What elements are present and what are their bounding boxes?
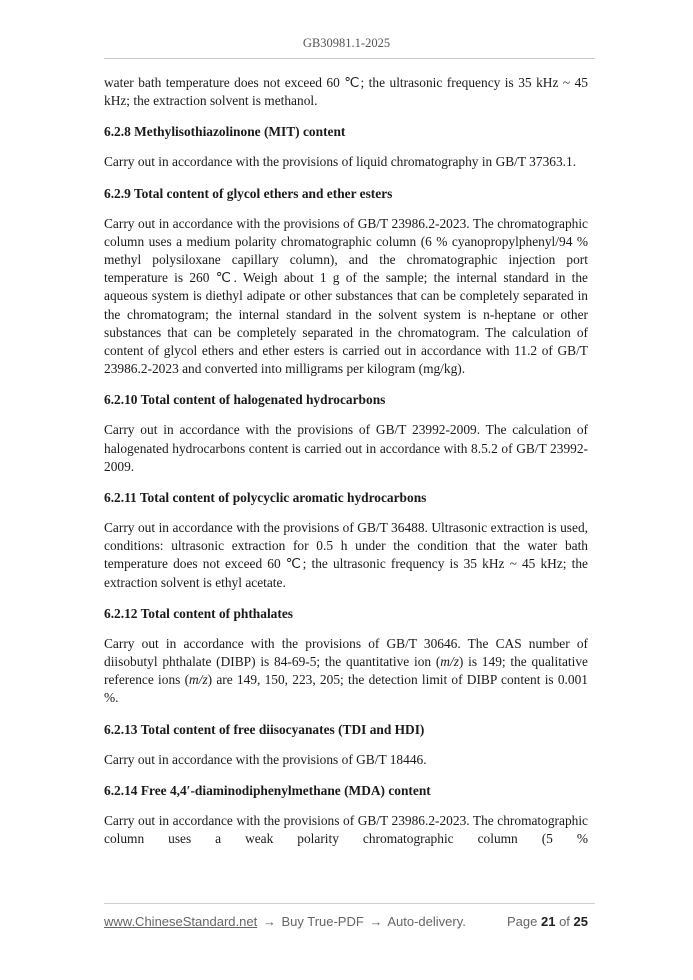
header-divider — [104, 58, 595, 59]
section-heading-6-2-8: 6.2.8 Methylisothiazolinone (MIT) content — [104, 124, 346, 140]
intro-paragraph: water bath temperature does not exceed 60 ℃; the ultrasonic frequency is 35 kHz ~ 45 kHz; the extraction solvent is methanol. — [104, 75, 588, 109]
page-total: 25 — [573, 914, 588, 929]
section-heading-6-2-11: 6.2.11 Total content of polycyclic aromatic hydrocarbons — [104, 490, 427, 506]
delivery-text: Auto-delivery. — [387, 914, 466, 929]
footer-promo — [104, 914, 466, 929]
page-label: Page — [506, 914, 538, 929]
page-number: 21 — [540, 914, 556, 929]
buy-link[interactable]: Buy True-PDF — [281, 914, 364, 929]
page-indicator — [507, 914, 588, 929]
page-content — [104, 74, 588, 848]
arrow-right-icon: → — [262, 914, 276, 929]
footer-divider — [104, 903, 595, 904]
section-heading-6-2-13: 6.2.13 Total content of free diisocyanates (TDI and HDI) — [104, 721, 425, 737]
document-id-header: GB30981.1-2025 — [302, 36, 391, 50]
body-text: ) is 149; the qualitative reference ions ( — [104, 654, 588, 688]
section-body-6-2-14: Carry out in accordance with the provisions of GB/T 23986.2-2023. The chromatographic column uses a weak polarity chromatographic column (5 % — [104, 812, 588, 847]
arrow-right-icon: → — [369, 914, 383, 929]
section-heading-6-2-14: 6.2.14 Free 4,4′-diaminodiphenylmethane (MDA) content — [104, 782, 431, 798]
site-link[interactable]: www.ChineseStandard.net — [104, 914, 258, 929]
of-label: of — [559, 914, 570, 929]
section-body-6-2-10: Carry out in accordance with the provisions of GB/T 23992-2009. The calculation of halogenated hydrocarbons content is carried out in accordance with 8.5.2 of GB/T 23992-2009. — [104, 422, 588, 474]
section-body-6-2-8: Carry out in accordance with the provisions of liquid chromatography in GB/T 37363.1. — [104, 154, 577, 170]
section-heading-6-2-9: 6.2.9 Total content of glycol ethers and ether esters — [104, 185, 393, 201]
body-text: ) are 149, 150, 223, 205; the detection limit of DIBP content is 0.001 %. — [104, 672, 588, 706]
mz-symbol: m/z — [189, 672, 208, 688]
section-body-6-2-11: Carry out in accordance with the provisions of GB/T 36488. Ultrasonic extraction is used, conditions: ultrasonic extraction for 0.5 h under the condition that the water bath temperature does not exceed 60 ℃; the ultrasonic frequency is 35 kHz ~ 45 kHz; the extraction solvent is ethyl acetate. — [104, 520, 588, 590]
mz-symbol: m/z — [440, 654, 459, 670]
section-heading-6-2-12: 6.2.12 Total content of phthalates — [104, 605, 293, 621]
section-body-6-2-13: Carry out in accordance with the provisions of GB/T 18446. — [104, 751, 427, 767]
section-body-6-2-9: Carry out in accordance with the provisions of GB/T 23986.2-2023. The chromatographic column uses a medium polarity chromatographic column (6 % cyanopropylphenyl/94 % methyl polysiloxane capillary column), and the chromatographic injection port temperature is 260 ℃. Weigh about 1 g of the sample; the internal standard in the aqueous system is diethyl adipate or other substances that can be completely separated in the chromatogram; the internal standard in the solvent system is n-heptane or other substances that can be completely separated in the chromatogram. The calculation of content of glycol ethers and ether esters is carried out in accordance with 11.2 of GB/T 23986.2-2023 and converted into milligrams per kilogram (mg/kg). — [104, 215, 588, 377]
body-text: Carry out in accordance with the provisions of GB/T 30646. The CAS number of diisobutyl phthalate (DIBP) is 84-69-5; the quantitative ion ( — [104, 635, 588, 670]
section-heading-6-2-10: 6.2.10 Total content of halogenated hydrocarbons — [104, 392, 386, 408]
section-body-6-2-12 — [104, 635, 588, 708]
